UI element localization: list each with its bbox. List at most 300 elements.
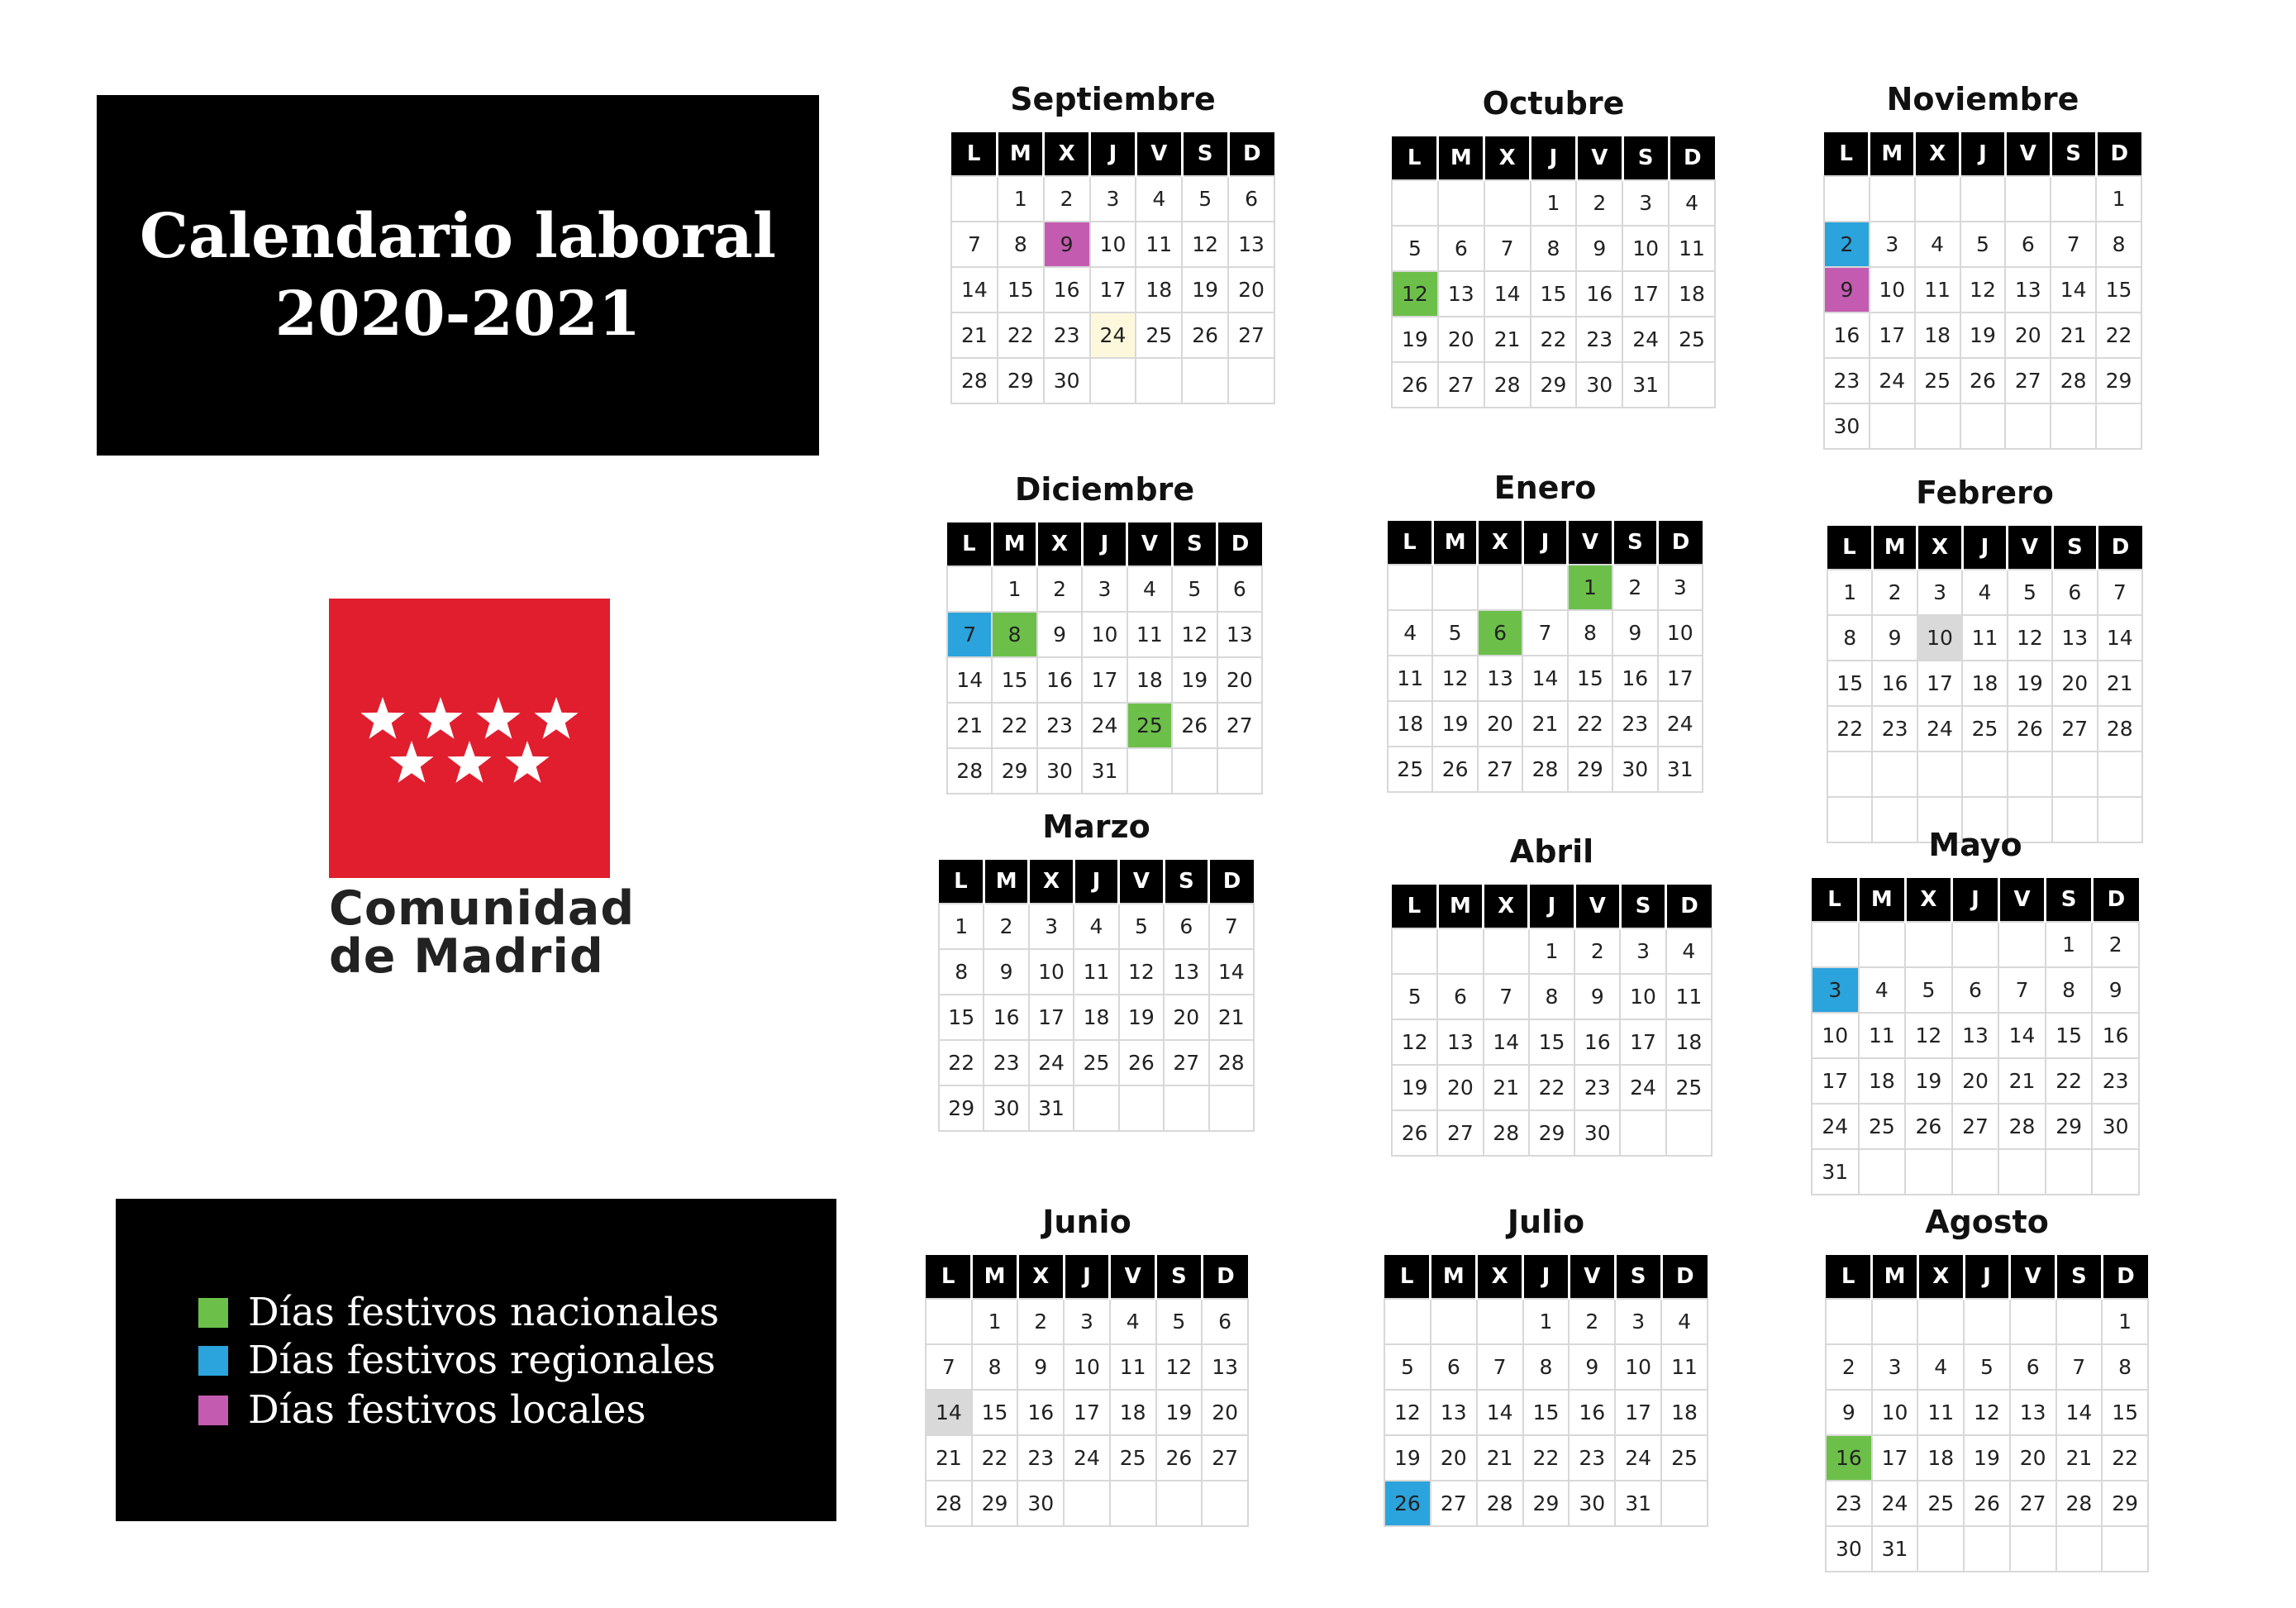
week-row — [1392, 317, 1715, 362]
day-cell: 16 — [1037, 657, 1082, 703]
day-cell-regional: 26 — [1384, 1481, 1431, 1526]
day-cell: 11 — [1962, 615, 2007, 661]
day-cell: 13 — [2010, 1390, 2056, 1435]
day-cell: 20 — [2052, 661, 2097, 706]
day-cell-national: 25 — [1127, 703, 1172, 748]
day-cell: 15 — [1523, 1390, 1570, 1435]
day-cell: 10 — [1870, 267, 1915, 313]
week-row — [1388, 565, 1703, 610]
empty-cell — [1998, 1149, 2046, 1195]
legend-label-regional: Días festivos regionales — [248, 1338, 716, 1383]
week-row — [1826, 1299, 2148, 1344]
day-cell: 12 — [1119, 949, 1164, 995]
weekday-header: D — [1228, 132, 1274, 176]
day-cell-highlight: 24 — [1090, 313, 1136, 358]
day-cell: 11 — [1669, 226, 1715, 271]
day-cell: 19 — [2008, 661, 2052, 706]
day-cell: 30 — [1612, 747, 1657, 792]
empty-cell — [1960, 176, 2006, 222]
day-cell: 25 — [1666, 1065, 1712, 1110]
empty-cell — [1431, 1299, 1477, 1344]
day-cell: 11 — [1136, 222, 1182, 267]
empty-cell — [1110, 1481, 1156, 1526]
day-cell: 20 — [1952, 1058, 1999, 1104]
day-cell: 3 — [1029, 904, 1074, 949]
day-cell: 31 — [1615, 1481, 1661, 1526]
week-row — [1826, 1390, 2148, 1435]
day-cell: 26 — [1960, 358, 2006, 403]
day-cell: 31 — [1082, 748, 1127, 794]
day-cell: 17 — [1812, 1058, 1859, 1104]
month-table — [925, 1255, 1249, 1527]
weekday-header: S — [1172, 522, 1217, 566]
month-table — [950, 132, 1275, 404]
weekday-header: X — [1915, 132, 1960, 176]
day-cell: 18 — [1661, 1390, 1708, 1435]
month-january — [1387, 470, 1703, 793]
day-cell: 10 — [1658, 610, 1703, 656]
day-cell: 16 — [1017, 1390, 1064, 1435]
week-row — [1812, 1149, 2139, 1195]
day-cell: 23 — [1574, 1065, 1620, 1110]
day-cell: 5 — [1156, 1299, 1203, 1344]
week-row — [1392, 1065, 1712, 1110]
day-cell: 13 — [1228, 222, 1274, 267]
day-cell: 18 — [1915, 313, 1960, 358]
empty-cell — [1217, 748, 1262, 794]
day-cell: 13 — [1217, 612, 1262, 657]
day-cell: 7 — [951, 222, 998, 267]
day-cell: 13 — [1431, 1390, 1477, 1435]
day-cell: 26 — [2008, 706, 2052, 752]
week-row — [1384, 1344, 1708, 1390]
day-cell: 19 — [1392, 1065, 1437, 1110]
empty-cell — [1952, 1149, 1999, 1195]
day-cell: 12 — [1432, 656, 1477, 701]
day-cell: 12 — [1182, 222, 1228, 267]
day-cell: 18 — [1127, 657, 1172, 703]
empty-cell — [1064, 1481, 1110, 1526]
empty-cell — [2102, 1526, 2148, 1572]
weekday-header: X — [1917, 526, 1962, 570]
empty-cell — [1998, 922, 2046, 967]
week-row — [1826, 1481, 2148, 1526]
weekday-header: J — [1082, 522, 1127, 566]
week-row — [1824, 358, 2141, 403]
day-cell-national: 8 — [992, 612, 1036, 657]
day-cell: 23 — [2092, 1058, 2139, 1104]
month-table — [938, 860, 1255, 1132]
day-cell: 15 — [1529, 1019, 1574, 1065]
week-row — [1826, 1435, 2148, 1481]
day-cell: 6 — [2005, 222, 2051, 267]
empty-cell — [1438, 180, 1484, 226]
day-cell: 27 — [1431, 1481, 1477, 1526]
stars-icon — [329, 599, 610, 878]
day-cell: 24 — [1872, 1481, 1918, 1526]
week-row — [947, 566, 1262, 612]
day-cell: 24 — [1620, 1065, 1665, 1110]
week-row — [947, 612, 1262, 657]
day-cell: 15 — [2046, 1013, 2093, 1058]
day-cell: 25 — [1669, 317, 1715, 362]
day-cell: 27 — [1437, 1110, 1483, 1156]
day-cell: 7 — [1209, 904, 1254, 949]
month-name: Noviembre — [1886, 81, 2079, 117]
legend-label-local: Días festivos locales — [248, 1387, 646, 1433]
day-cell: 2 — [1612, 565, 1657, 610]
day-cell: 20 — [1478, 701, 1522, 747]
day-cell: 6 — [1164, 904, 1208, 949]
weekday-header: V — [1998, 878, 2046, 922]
weekday-header: L — [951, 132, 998, 176]
month-name: Enero — [1493, 470, 1597, 506]
day-cell: 14 — [2051, 267, 2096, 313]
weekday-header: X — [1917, 1255, 1964, 1299]
day-cell: 12 — [1905, 1013, 1952, 1058]
day-cell: 17 — [1872, 1435, 1918, 1481]
week-row — [1824, 313, 2141, 358]
day-cell: 16 — [1574, 1019, 1620, 1065]
day-cell: 21 — [951, 313, 998, 358]
day-cell: 23 — [1569, 1435, 1615, 1481]
day-cell: 20 — [1437, 1065, 1483, 1110]
day-cell: 6 — [1431, 1344, 1477, 1390]
weekday-header: M — [1872, 526, 1917, 570]
day-cell: 23 — [1037, 703, 1082, 748]
weekday-header: D — [1202, 1255, 1248, 1299]
weekday-header: D — [2096, 132, 2141, 176]
day-cell: 16 — [1872, 661, 1917, 706]
day-cell: 15 — [992, 657, 1036, 703]
day-cell: 13 — [1438, 271, 1484, 317]
weekday-header: S — [1156, 1255, 1203, 1299]
empty-cell — [1872, 752, 1917, 797]
day-cell: 17 — [1090, 267, 1136, 313]
empty-cell — [1392, 180, 1438, 226]
day-cell-national: 12 — [1392, 271, 1438, 317]
day-cell: 11 — [1666, 974, 1712, 1019]
day-cell: 21 — [947, 703, 992, 748]
empty-cell — [1478, 565, 1522, 610]
day-cell: 19 — [1182, 267, 1228, 313]
weekday-header: V — [2010, 1255, 2056, 1299]
day-cell: 8 — [998, 222, 1044, 267]
day-cell: 27 — [1478, 747, 1522, 792]
week-row — [951, 176, 1274, 222]
month-march — [938, 809, 1255, 1132]
day-cell: 29 — [998, 358, 1044, 403]
week-row — [939, 949, 1254, 995]
day-cell: 28 — [1522, 747, 1567, 792]
empty-cell — [947, 566, 992, 612]
empty-cell — [1952, 922, 1999, 967]
day-cell: 21 — [2056, 1435, 2103, 1481]
day-cell: 10 — [1622, 226, 1669, 271]
day-cell: 7 — [2056, 1344, 2103, 1390]
day-cell: 7 — [2098, 570, 2142, 615]
day-cell: 25 — [1962, 706, 2007, 752]
week-row — [939, 904, 1254, 949]
empty-cell — [1228, 358, 1274, 403]
empty-cell — [1484, 180, 1531, 226]
day-cell: 10 — [1620, 974, 1665, 1019]
empty-cell — [1136, 358, 1182, 403]
day-cell: 26 — [1392, 1110, 1437, 1156]
day-cell: 18 — [1666, 1019, 1712, 1065]
day-cell: 29 — [992, 748, 1036, 794]
day-cell: 17 — [1082, 657, 1127, 703]
day-cell: 29 — [1523, 1481, 1570, 1526]
day-cell: 27 — [1952, 1104, 1999, 1149]
empty-cell — [1859, 922, 1906, 967]
logo-line-1: Comunidad — [329, 881, 636, 936]
day-cell: 22 — [2046, 1058, 2093, 1104]
empty-cell — [1905, 922, 1952, 967]
month-table — [946, 522, 1263, 794]
legend-item-local — [198, 1387, 646, 1433]
month-july — [1384, 1204, 1708, 1527]
day-cell: 19 — [1119, 995, 1164, 1040]
day-cell: 24 — [1064, 1435, 1110, 1481]
day-cell: 18 — [1074, 995, 1118, 1040]
empty-cell — [1388, 565, 1432, 610]
weekday-header: D — [1658, 521, 1703, 565]
weekday-header: S — [2051, 132, 2096, 176]
day-cell: 2 — [1826, 1344, 1872, 1390]
day-cell: 27 — [1202, 1435, 1248, 1481]
empty-cell — [2010, 1526, 2056, 1572]
week-row — [939, 1086, 1254, 1131]
empty-cell — [1127, 748, 1172, 794]
day-cell: 22 — [972, 1435, 1018, 1481]
day-cell: 15 — [1827, 661, 1872, 706]
day-cell: 31 — [1812, 1149, 1859, 1195]
day-cell: 28 — [1209, 1040, 1254, 1086]
day-cell: 25 — [1136, 313, 1182, 358]
day-cell-national: 16 — [1826, 1435, 1872, 1481]
day-cell: 15 — [2102, 1390, 2148, 1435]
empty-cell — [2051, 176, 2096, 222]
week-row — [1388, 610, 1703, 656]
day-cell: 22 — [939, 1040, 984, 1086]
day-cell: 4 — [1859, 967, 1906, 1013]
week-row — [951, 222, 1274, 267]
week-row — [926, 1435, 1248, 1481]
day-cell: 1 — [972, 1299, 1018, 1344]
day-cell: 19 — [1964, 1435, 2010, 1481]
day-cell-regional: 7 — [947, 612, 992, 657]
day-cell: 27 — [1228, 313, 1274, 358]
weekday-header: M — [1438, 136, 1484, 180]
day-cell: 4 — [1074, 904, 1118, 949]
empty-cell — [2092, 1149, 2139, 1195]
day-cell: 30 — [1826, 1526, 1872, 1572]
day-cell: 4 — [1915, 222, 1960, 267]
day-cell: 20 — [1228, 267, 1274, 313]
day-cell: 7 — [2051, 222, 2096, 267]
day-cell: 2 — [1569, 1299, 1615, 1344]
day-cell-grey: 14 — [926, 1390, 972, 1435]
month-april — [1391, 833, 1712, 1157]
day-cell: 5 — [1964, 1344, 2010, 1390]
day-cell: 7 — [1522, 610, 1567, 656]
weekday-header: J — [1522, 521, 1567, 565]
day-cell: 23 — [1826, 1481, 1872, 1526]
day-cell: 26 — [1172, 703, 1217, 748]
day-cell: 28 — [947, 748, 992, 794]
day-cell: 9 — [1569, 1344, 1615, 1390]
day-cell: 10 — [1064, 1344, 1110, 1390]
day-cell: 17 — [1064, 1390, 1110, 1435]
day-cell: 26 — [1156, 1435, 1203, 1481]
day-cell: 16 — [984, 995, 1028, 1040]
day-cell: 28 — [1477, 1481, 1523, 1526]
day-cell: 13 — [1952, 1013, 1999, 1058]
day-cell: 16 — [1612, 656, 1657, 701]
weekday-header: M — [984, 860, 1028, 904]
day-cell: 19 — [1156, 1390, 1203, 1435]
day-cell: 9 — [1017, 1344, 1064, 1390]
title-box — [97, 95, 819, 456]
day-cell: 8 — [1531, 226, 1577, 271]
day-cell: 4 — [1661, 1299, 1708, 1344]
day-cell: 25 — [1859, 1104, 1906, 1149]
day-cell: 2 — [1872, 570, 1917, 615]
empty-cell — [1384, 1299, 1431, 1344]
week-row — [1827, 570, 2142, 615]
day-cell: 9 — [984, 949, 1028, 995]
empty-cell — [1484, 928, 1529, 974]
week-row — [1812, 967, 2139, 1013]
day-cell: 9 — [1037, 612, 1082, 657]
day-cell: 25 — [1110, 1435, 1156, 1481]
week-row — [951, 313, 1274, 358]
day-cell: 8 — [2096, 222, 2141, 267]
weekday-header: S — [1622, 136, 1669, 180]
day-cell: 22 — [1827, 706, 1872, 752]
week-row — [1384, 1481, 1708, 1526]
day-cell: 11 — [1917, 1390, 1964, 1435]
day-cell: 10 — [1082, 612, 1127, 657]
weekday-header: X — [1484, 136, 1531, 180]
day-cell: 3 — [1870, 222, 1915, 267]
day-cell: 18 — [1136, 267, 1182, 313]
day-cell: 15 — [939, 995, 984, 1040]
weekday-header: S — [1612, 521, 1657, 565]
day-cell: 24 — [1029, 1040, 1074, 1086]
day-cell: 14 — [1998, 1013, 2046, 1058]
empty-cell — [926, 1299, 972, 1344]
week-row — [951, 358, 1274, 403]
day-cell: 6 — [1437, 974, 1483, 1019]
day-cell: 7 — [926, 1344, 972, 1390]
day-cell: 9 — [1612, 610, 1657, 656]
day-cell: 19 — [1384, 1435, 1431, 1481]
month-name: Abril — [1509, 833, 1594, 870]
day-cell: 12 — [1964, 1390, 2010, 1435]
logo-text — [329, 881, 636, 984]
day-cell: 31 — [1658, 747, 1703, 792]
day-cell: 3 — [1090, 176, 1136, 222]
empty-cell — [1870, 176, 1915, 222]
day-cell: 30 — [1044, 358, 1090, 403]
week-row — [1826, 1344, 2148, 1390]
month-name: Septiembre — [1010, 81, 1216, 117]
empty-cell — [1812, 922, 1859, 967]
day-cell: 31 — [1622, 362, 1669, 408]
month-name: Octubre — [1482, 85, 1625, 122]
week-row — [1388, 747, 1703, 792]
day-cell: 19 — [1960, 313, 2006, 358]
weekday-header: D — [1666, 885, 1712, 928]
day-cell: 25 — [1661, 1435, 1708, 1481]
day-cell: 5 — [1182, 176, 1228, 222]
day-cell: 18 — [1917, 1435, 1964, 1481]
day-cell: 24 — [1917, 706, 1962, 752]
weekday-header: D — [2102, 1255, 2148, 1299]
day-cell: 5 — [1384, 1344, 1431, 1390]
month-may — [1811, 827, 2140, 1195]
day-cell: 3 — [1620, 928, 1665, 974]
week-row — [1388, 656, 1703, 701]
day-cell: 6 — [2010, 1344, 2056, 1390]
weekday-header: X — [1017, 1255, 1064, 1299]
weekday-header: J — [1090, 132, 1136, 176]
day-cell: 2 — [984, 904, 1028, 949]
day-cell: 26 — [1119, 1040, 1164, 1086]
empty-cell — [1119, 1086, 1164, 1131]
week-row — [1392, 362, 1715, 408]
day-cell: 11 — [1661, 1344, 1708, 1390]
day-cell: 20 — [1217, 657, 1262, 703]
week-row — [926, 1390, 1248, 1435]
day-cell: 11 — [1859, 1013, 1906, 1058]
day-cell: 13 — [2052, 615, 2097, 661]
day-cell: 24 — [1812, 1104, 1859, 1149]
week-row — [1384, 1299, 1708, 1344]
empty-cell — [2046, 1149, 2093, 1195]
weekday-header: D — [1217, 522, 1262, 566]
month-june — [925, 1204, 1249, 1527]
day-cell: 23 — [1017, 1435, 1064, 1481]
empty-cell — [1392, 928, 1437, 974]
day-cell: 24 — [1622, 317, 1669, 362]
empty-cell — [2010, 1299, 2056, 1344]
day-cell: 4 — [1388, 610, 1432, 656]
empty-cell — [1872, 1299, 1918, 1344]
day-cell: 30 — [984, 1086, 1028, 1131]
month-september — [950, 81, 1275, 404]
weekday-header: M — [1870, 132, 1915, 176]
day-cell: 21 — [1209, 995, 1254, 1040]
empty-cell — [2098, 752, 2142, 797]
day-cell: 14 — [1484, 1019, 1529, 1065]
title-line-2: 2020-2021 — [274, 279, 641, 350]
weekday-header: L — [939, 860, 984, 904]
day-cell: 5 — [1119, 904, 1164, 949]
day-cell: 16 — [2092, 1013, 2139, 1058]
week-row — [1824, 403, 2141, 449]
weekday-header: D — [2098, 526, 2142, 570]
day-cell: 4 — [1127, 566, 1172, 612]
week-row — [1392, 226, 1715, 271]
month-table — [1825, 1255, 2149, 1572]
empty-cell — [1620, 1110, 1665, 1156]
day-cell: 8 — [1568, 610, 1612, 656]
day-cell: 21 — [1998, 1058, 2046, 1104]
empty-cell — [1824, 176, 1870, 222]
